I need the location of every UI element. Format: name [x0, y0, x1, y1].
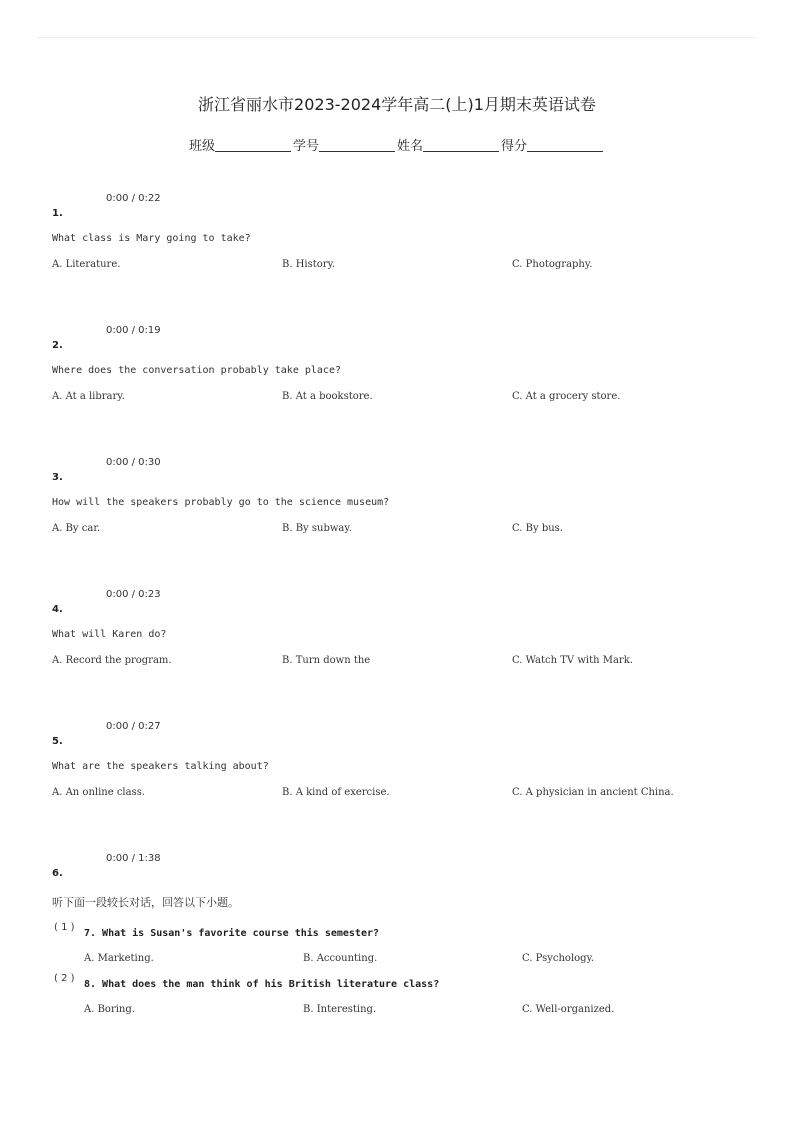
student-info-line [0, 135, 794, 154]
option-c[interactable]: C. Psychology. [522, 953, 595, 964]
score-blank[interactable] [527, 137, 603, 152]
sub-question-marker: ( 2 ) [54, 973, 75, 984]
score-label: 得分 [501, 139, 528, 154]
option-b[interactable]: B. Interesting. [303, 1004, 377, 1015]
option-a[interactable]: A. An online class. [52, 787, 146, 798]
class-blank[interactable] [215, 137, 291, 152]
question-number: 3. [52, 472, 63, 483]
section-instruction: 听下面一段较长对话，回答以下小题。 [52, 896, 239, 909]
question-number: 6. [52, 868, 63, 879]
audio-player-time[interactable]: 0:00 / 0:23 [106, 589, 161, 600]
option-b[interactable]: B. Accounting. [303, 953, 378, 964]
option-c[interactable]: C. At a grocery store. [512, 391, 621, 402]
question-stem: Where does the conversation probably take place? [52, 365, 341, 376]
option-b[interactable]: B. Turn down the [282, 655, 371, 666]
question-stem: What are the speakers talking about? [52, 761, 269, 772]
option-c[interactable]: C. Well-organized. [522, 1004, 615, 1015]
option-a[interactable]: A. Record the program. [52, 655, 172, 666]
name-label: 姓名 [397, 139, 424, 154]
option-c[interactable]: C. By bus. [512, 523, 563, 534]
question-number: 5. [52, 736, 63, 747]
option-a[interactable]: A. By car. [52, 523, 101, 534]
option-c[interactable]: C. A physician in ancient China. [512, 787, 674, 798]
class-label: 班级 [188, 139, 215, 154]
option-a[interactable]: A. Literature. [52, 259, 121, 270]
page-title: 浙江省丽水市2023-2024学年高二(上)1月期末英语试卷 [198, 95, 596, 114]
id-label: 学号 [292, 139, 319, 154]
option-a[interactable]: A. At a library. [52, 391, 125, 402]
question-number: 4. [52, 604, 63, 615]
question-stem: How will the speakers probably go to the science museum? [52, 497, 390, 508]
option-b[interactable]: B. By subway. [282, 523, 352, 534]
audio-player-time[interactable]: 0:00 / 0:22 [106, 193, 161, 204]
audio-player-time[interactable]: 0:00 / 1:38 [106, 853, 161, 864]
question-number: 2. [52, 340, 63, 351]
question-stem: What will Karen do? [52, 629, 167, 640]
option-b[interactable]: B. At a bookstore. [282, 391, 373, 402]
audio-player-time[interactable]: 0:00 / 0:27 [106, 721, 161, 732]
sub-question-stem: 7. What is Susan's favorite course this semester? [84, 928, 380, 939]
audio-player-time[interactable]: 0:00 / 0:30 [106, 457, 161, 468]
sub-question-stem: 8. What does the man think of his British literature class? [84, 979, 440, 990]
name-blank[interactable] [423, 137, 499, 152]
id-blank[interactable] [319, 137, 395, 152]
audio-player-time[interactable]: 0:00 / 0:19 [106, 325, 161, 336]
option-a[interactable]: A. Marketing. [84, 953, 154, 964]
option-b[interactable]: B. History. [282, 259, 336, 270]
option-c[interactable]: C. Photography. [512, 259, 593, 270]
question-stem: What class is Mary going to take? [52, 233, 251, 244]
option-c[interactable]: C. Watch TV with Mark. [512, 655, 633, 666]
sub-question-marker: ( 1 ) [54, 922, 75, 933]
option-b[interactable]: B. A kind of exercise. [282, 787, 390, 798]
top-divider [37, 37, 757, 38]
option-a[interactable]: A. Boring. [84, 1004, 135, 1015]
question-number: 1. [52, 208, 63, 219]
